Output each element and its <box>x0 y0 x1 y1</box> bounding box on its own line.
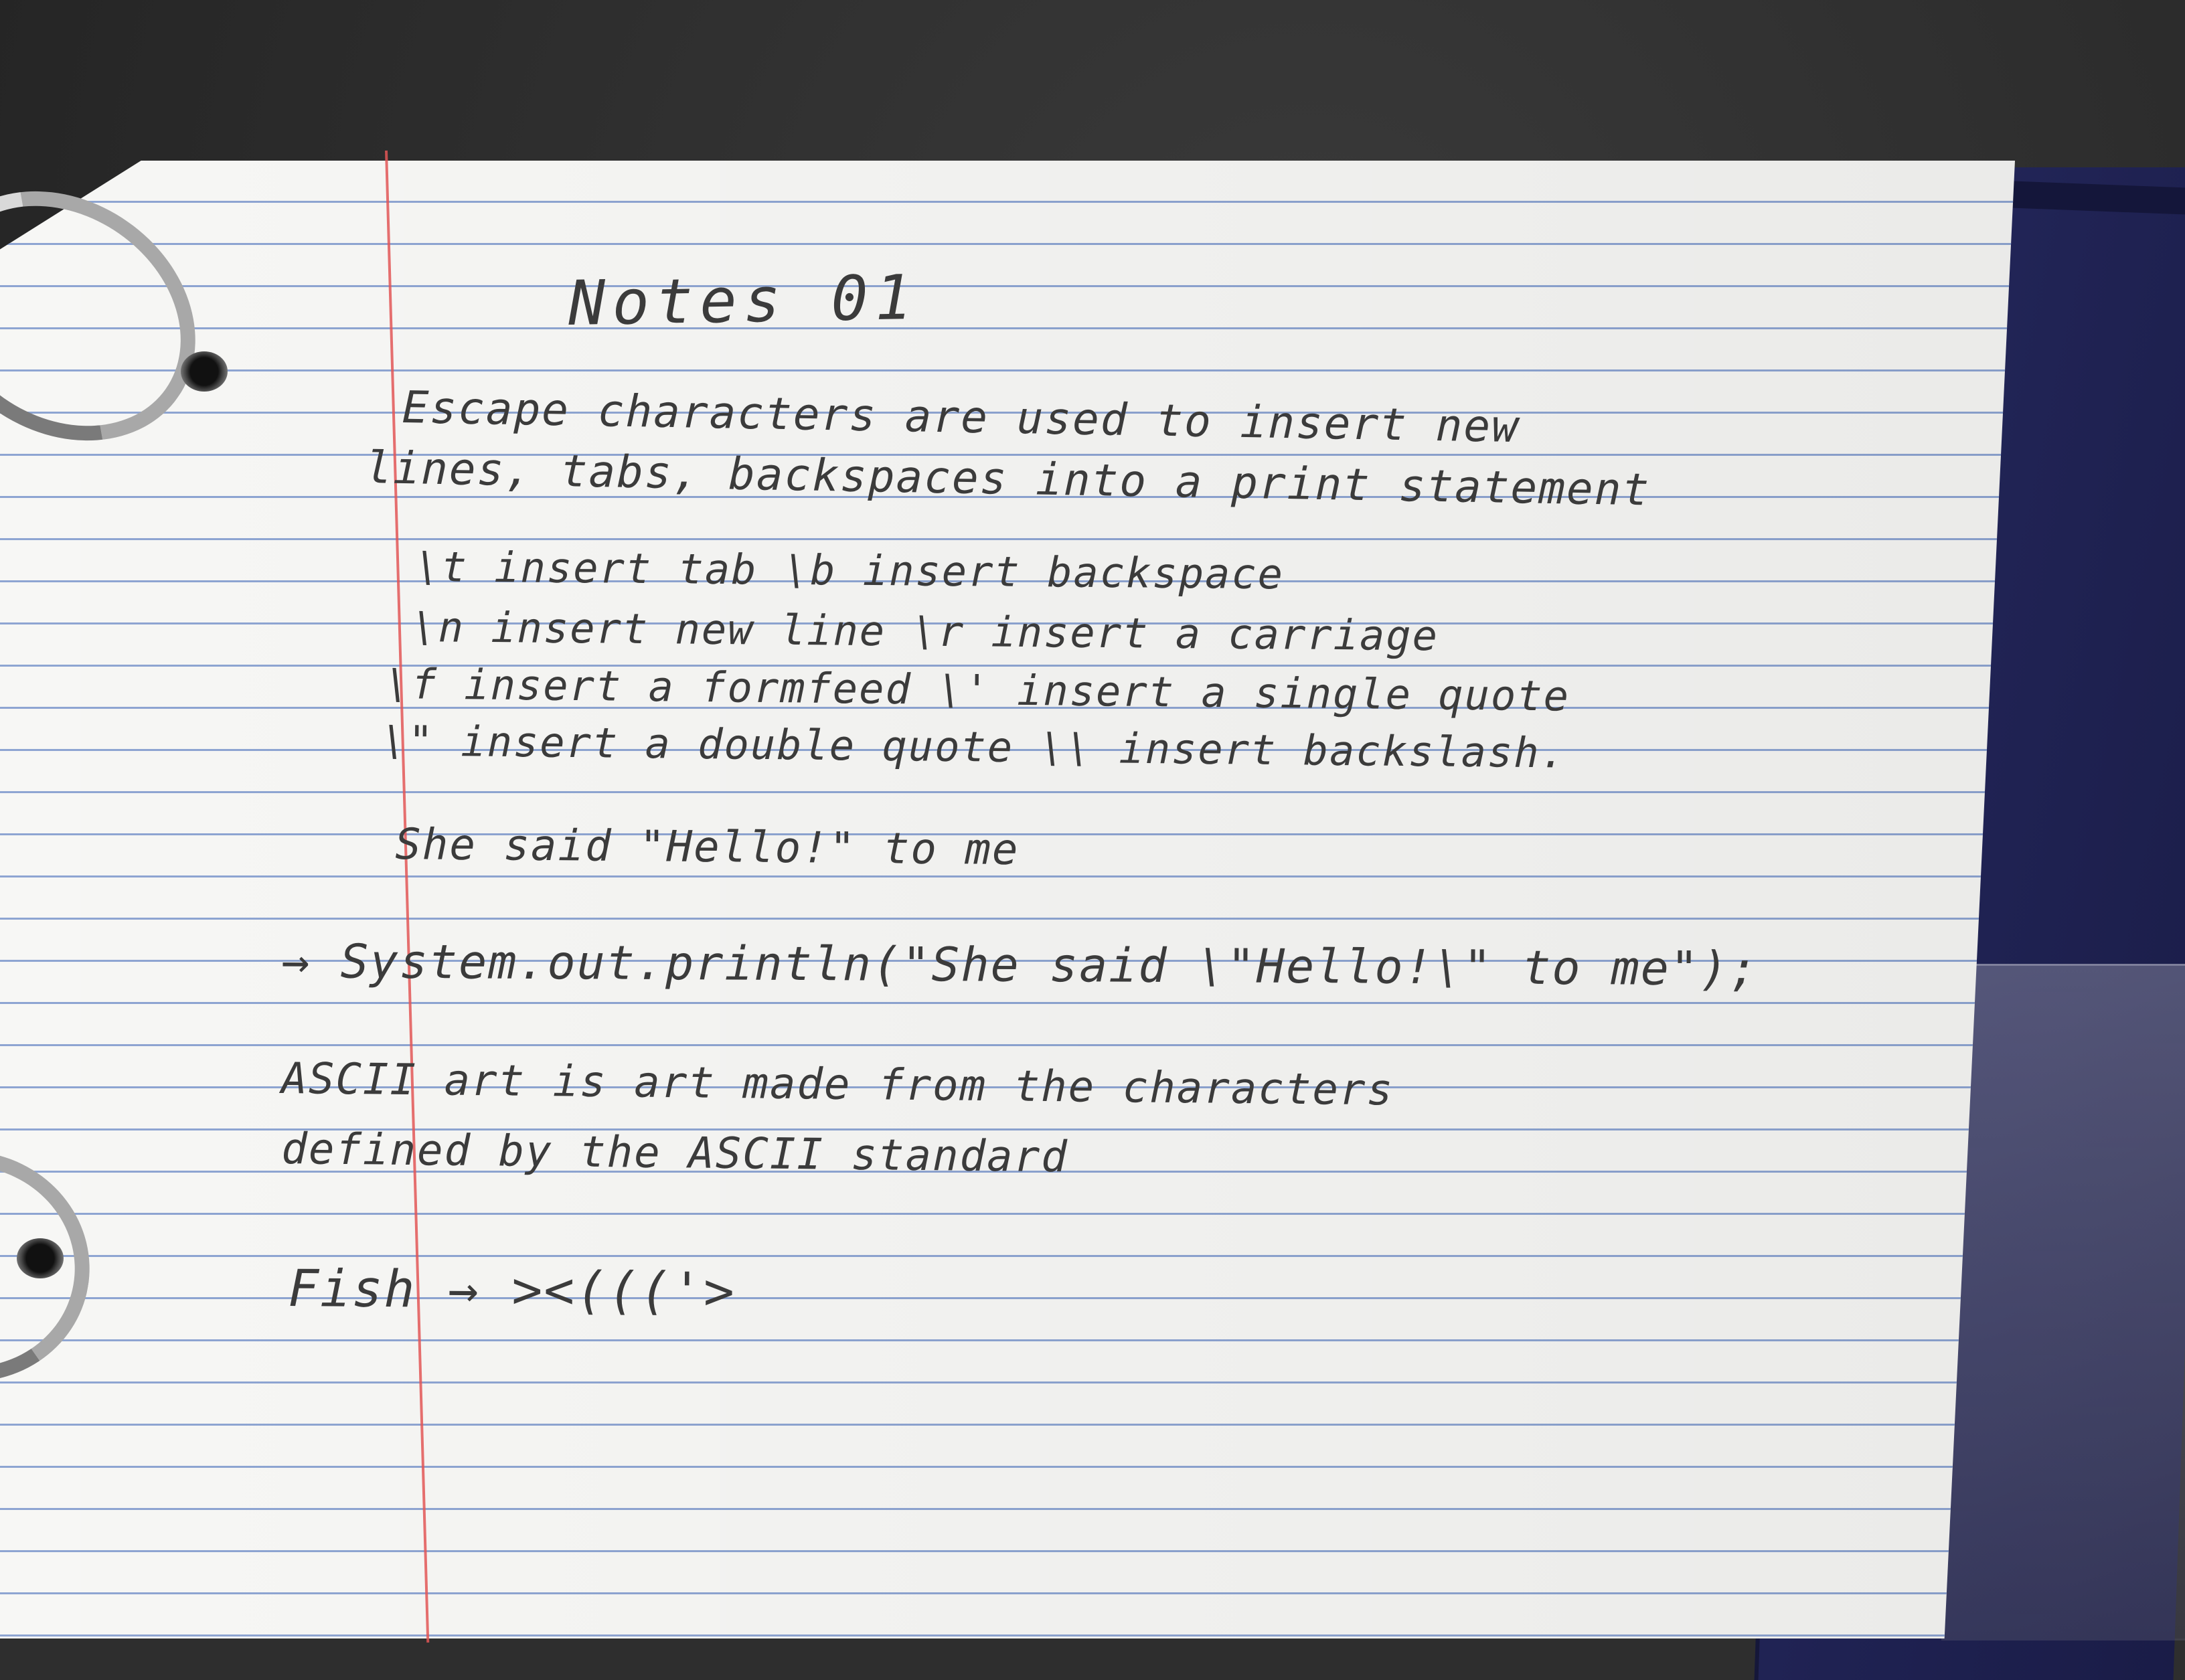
note-line-println-code: → System.out.println("She said \"Hello!\" to me"); <box>281 934 1759 997</box>
notebook-page <box>0 161 2015 1639</box>
punch-hole-top <box>181 351 228 392</box>
note-line-doublequote-backslash: \" insert a double quote \\ insert backslash. <box>382 716 1567 778</box>
note-line-newline-carriage: \n insert new line \r insert a carriage <box>412 602 1439 661</box>
note-line-formfeed-singlequote: \f insert a formfeed \' insert a single quote <box>385 659 1570 721</box>
note-line-escape-definition-cont: lines, tabs, backspaces into a print statement <box>365 442 1651 516</box>
note-line-fish-art: Fish → ><((('> <box>288 1258 736 1321</box>
note-line-tab-backspace: \t insert tab \b insert backspace <box>415 542 1285 599</box>
punch-hole-bottom <box>17 1238 64 1278</box>
note-line-ascii-standard: defined by the ASCII standard <box>281 1124 1069 1183</box>
notes-title: Notes 01 <box>568 261 920 339</box>
note-line-example-sentence: She said "Hello!" to me <box>395 820 1020 875</box>
note-line-escape-definition: Escape characters are used to insert new <box>402 382 1520 453</box>
binder-pocket <box>1941 964 2185 1641</box>
note-line-ascii-art: ASCII art is art made from the characters <box>281 1054 1394 1116</box>
